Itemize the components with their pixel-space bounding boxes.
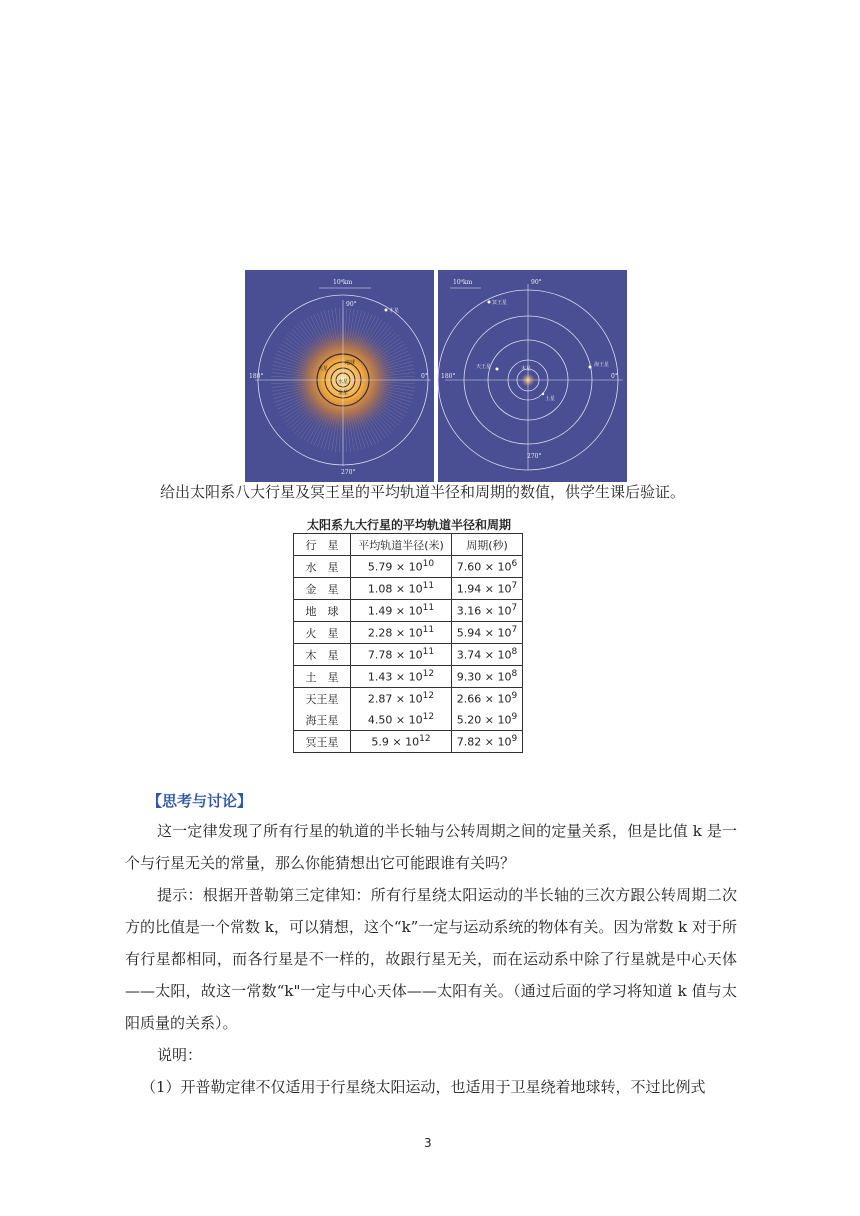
right-scale-label: 10⁹km [453, 279, 473, 286]
right-label-0: 0° [611, 373, 618, 380]
period-value: 7.60 × 10 [456, 560, 512, 574]
neptune-dot [589, 366, 592, 369]
right-planet-label: 海王星 [594, 362, 610, 368]
radius-value: 5.79 × 10 [367, 560, 423, 574]
table-row [294, 556, 523, 578]
table-title: 太阳系九大行星的平均轨道半径和周期 [307, 518, 512, 532]
left-planet-label: 木星 [389, 308, 400, 314]
radius-value: 1.43 × 10 [367, 670, 423, 684]
period-exponent: 6 [511, 559, 518, 570]
period-exponent: 9 [511, 712, 518, 723]
radius-value: 1.49 × 10 [367, 604, 423, 618]
period-value: 5.94 × 10 [456, 626, 512, 640]
table-row [294, 666, 523, 688]
radius-exponent: 12 [419, 734, 431, 745]
header-period: 周期(秒) [452, 534, 523, 556]
planet-name-cell: 冥王星 [294, 731, 351, 753]
left-planet-label: 火星 [318, 366, 329, 372]
left-planet-label: 金星 [338, 390, 349, 396]
left-label-180: 180° [249, 373, 264, 380]
figure-caption: 给出太阳系八大行星及冥王星的平均轨道半径和周期的数值，供学生课后验证。 [160, 483, 686, 501]
section-heading: 【思考与讨论】 [147, 792, 253, 810]
page-number: 3 [424, 1136, 432, 1150]
radius-value: 7.78 × 10 [367, 648, 423, 662]
right-panel-background [438, 270, 627, 482]
period-exponent: 8 [511, 669, 518, 680]
table-header-row [294, 534, 523, 556]
table-row [294, 731, 523, 753]
period-exponent: 9 [511, 734, 518, 745]
radius-value: 1.08 × 10 [367, 582, 423, 596]
table-row [294, 688, 523, 710]
period-value: 7.82 × 10 [456, 735, 512, 749]
radius-cell [351, 666, 452, 688]
radius-cell [351, 709, 452, 731]
paragraph: 说明： [157, 1046, 203, 1064]
left-label-90: 90° [346, 301, 357, 308]
planet-name-cell: 木 星 [294, 644, 351, 666]
radius-exponent: 11 [422, 625, 435, 636]
planet-name-cell: 海王星 [294, 709, 351, 731]
period-cell [452, 688, 523, 710]
left-planet-label: 水星 [338, 379, 349, 385]
period-cell [452, 644, 523, 666]
radius-cell [351, 622, 452, 644]
planet-name-cell: 金 星 [294, 578, 351, 600]
uranus-dot [496, 368, 499, 371]
table-row [294, 622, 523, 644]
header-planet: 行 星 [294, 534, 351, 556]
period-exponent: 7 [511, 625, 518, 636]
planet-name-cell: 地 球 [294, 600, 351, 622]
period-value: 3.16 × 10 [456, 604, 512, 618]
radius-value: 2.87 × 10 [367, 692, 423, 706]
radius-exponent: 10 [422, 559, 435, 570]
paragraph: 提示：根据开普勒第三定律知：所有行星绕太阳运动的半长轴的三次方跟公转周期二次方的比值是一个常数 k，可以猜想，这个“k”一定与运动系统的物体有关。因为常数 k 对于所有行星都相同，而各行星是不一样的，故跟行星无关，而在运动系中除了行星就是中心天体——太阳，故这一常数“k"一定与中心天体——太阳有关。（通过后面的学习将知道 k 值与太阳质量的关系）。 [125, 886, 737, 1032]
planet-name-cell: 土 星 [294, 666, 351, 688]
table-row [294, 644, 523, 666]
radius-cell [351, 688, 452, 710]
left-scale-label: 10⁸km [333, 279, 353, 286]
right-label-90: 90° [531, 279, 542, 286]
radius-cell [351, 556, 452, 578]
period-exponent: 9 [511, 691, 518, 702]
table-row [294, 578, 523, 600]
radius-value: 5.9 × 10 [371, 735, 420, 749]
solar-system-figure [245, 270, 627, 482]
period-cell [452, 731, 523, 753]
planet-orbit-table [293, 533, 523, 753]
right-planet-label: 天王星 [476, 364, 492, 370]
period-value: 1.94 × 10 [456, 582, 512, 596]
period-value: 5.20 × 10 [456, 713, 512, 727]
radius-cell [351, 644, 452, 666]
radius-exponent: 12 [422, 669, 435, 680]
radius-cell [351, 731, 452, 753]
radius-exponent: 11 [422, 581, 435, 592]
panel-separator [434, 270, 438, 482]
radius-cell [351, 600, 452, 622]
period-cell [452, 600, 523, 622]
radius-value: 2.28 × 10 [367, 626, 423, 640]
period-value: 3.74 × 10 [456, 648, 512, 662]
header-radius: 平均轨道半径(米) [351, 534, 452, 556]
planet-name-cell: 水 星 [294, 556, 351, 578]
period-cell [452, 578, 523, 600]
left-planet-label: 地球 [345, 360, 356, 366]
radius-exponent: 12 [422, 712, 435, 723]
paragraph: （1）开普勒定律不仅适用于行星绕太阳运动，也适用于卫星绕着地球转，不过比例式 [141, 1078, 706, 1096]
radius-exponent: 11 [422, 603, 435, 614]
pluto-dot [488, 301, 491, 304]
table-row [294, 600, 523, 622]
solar-system-diagram [245, 270, 627, 482]
right-label-180: 180° [441, 373, 456, 380]
saturn-dot [542, 393, 544, 395]
table-body [294, 556, 523, 753]
left-label-270: 270° [341, 469, 356, 476]
radius-cell [351, 578, 452, 600]
jupiter-dot [385, 309, 388, 312]
period-cell [452, 556, 523, 578]
right-planet-label: 冥王星 [492, 300, 508, 306]
period-cell [452, 709, 523, 731]
period-exponent: 7 [511, 603, 518, 614]
planet-name-cell: 火 星 [294, 622, 351, 644]
left-label-0: 0° [421, 373, 428, 380]
period-cell [452, 666, 523, 688]
period-value: 2.66 × 10 [456, 692, 512, 706]
radius-value: 4.50 × 10 [367, 713, 423, 727]
period-exponent: 7 [511, 581, 518, 592]
radius-exponent: 11 [422, 647, 435, 658]
paragraph: 这一定律发现了所有行星的轨道的半长轴与公转周期之间的定量关系，但是比值 k 是一个与行星无关的常量，那么你能猜想出它可能跟谁有关吗？ [125, 822, 737, 872]
right-planet-label: 土星 [545, 396, 556, 402]
planet-name-cell: 天王星 [294, 688, 351, 710]
period-cell [452, 622, 523, 644]
right-planet-label: 木星 [521, 366, 532, 372]
radius-exponent: 12 [422, 691, 435, 702]
table-row [294, 709, 523, 731]
period-exponent: 8 [511, 647, 518, 658]
right-label-270: 270° [527, 453, 542, 460]
period-value: 9.30 × 10 [456, 670, 512, 684]
